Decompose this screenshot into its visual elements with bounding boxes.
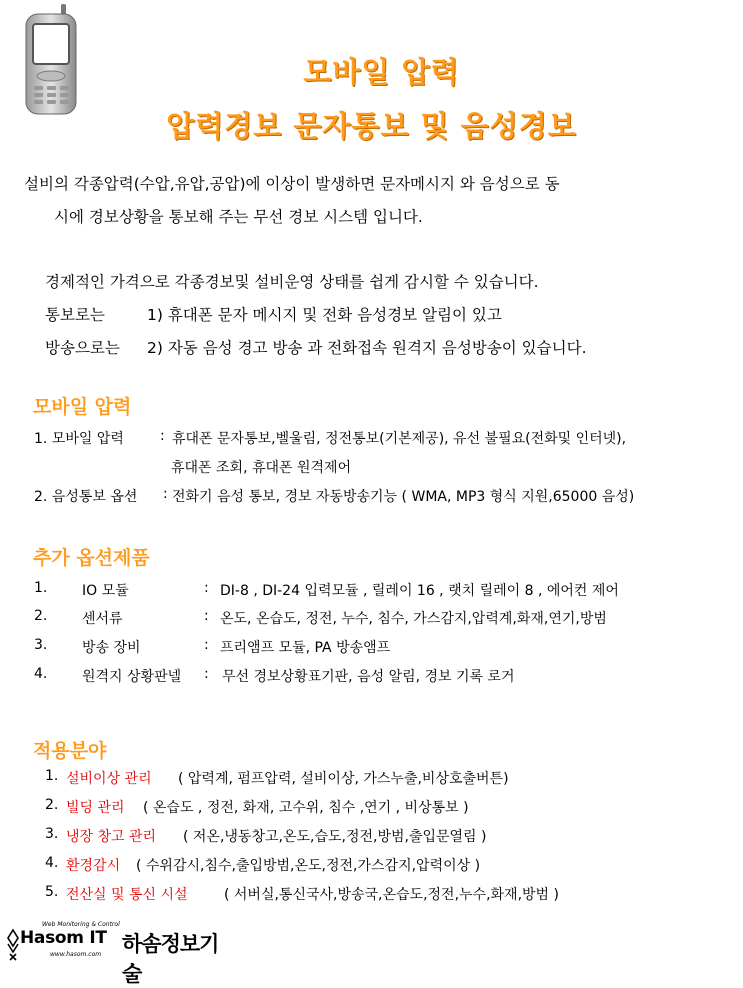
footer-brand: Hasom IT: [20, 928, 107, 948]
application-name: 냉장 창고 관리: [66, 829, 157, 845]
option-name: IO 모듈: [82, 583, 129, 599]
list-item-sep: :: [160, 428, 165, 444]
application-text: ( 수위감시,침수,출입방범,온도,정전,가스감지,압력이상 ): [136, 858, 481, 874]
option-name: 방송 장비: [82, 640, 141, 656]
list-item-sep: :: [163, 486, 168, 502]
list-item-label: 2. 음성통보 옵션: [34, 489, 138, 505]
footer-company-korean: 하솜정보기술: [122, 932, 219, 986]
list-item-label: 1. 모바일 압력: [34, 431, 124, 447]
intro-line-1: 설비의 각종압력(수압,유압,공압)에 이상이 발생하면 문자메시지 와 음성으로 동: [24, 175, 560, 193]
section-heading-mobile: 모바일 압력: [33, 396, 132, 418]
application-name: 설비이상 관리: [66, 771, 152, 787]
footer-url: www.hasom.com: [50, 951, 102, 958]
option-name: 센서류: [82, 611, 123, 627]
option-text: 무선 경보상황표기판, 음성 알림, 경보 기록 로거: [222, 669, 515, 685]
broadcast-text: 2) 자동 음성 경고 방송 과 전화접속 원격지 음성방송이 있습니다.: [147, 339, 587, 357]
option-text: DI-8 , DI-24 입력모듈 , 릴레이 16 , 랫치 릴레이 8 , 에어컨 제어: [220, 583, 619, 599]
broadcast-label: 방송으로는: [45, 339, 120, 357]
application-text: ( 서버실,통신국사,방송국,온습도,정전,누수,화재,방범 ): [224, 887, 559, 903]
option-name: 원격지 상황판넬: [82, 669, 182, 685]
application-num: 2.: [45, 797, 59, 813]
option-sep: :: [204, 580, 209, 596]
page-title: 모바일 압력: [303, 55, 460, 89]
intro-line-3: 경제적인 가격으로 각종경보및 설비운영 상태를 쉽게 감시할 수 있습니다.: [45, 273, 539, 291]
application-name: 환경감시: [66, 858, 121, 874]
list-item-text: 휴대폰 문자통보,벨울림, 정전통보(기본제공), 유선 불필요(전화및 인터넷),: [172, 431, 627, 447]
application-text: ( 온습도 , 정전, 화재, 고수위, 침수 ,연기 , 비상통보 ): [143, 800, 469, 816]
option-text: 온도, 온습도, 정전, 누수, 침수, 가스감지,압력계,화재,연기,방범: [220, 611, 607, 627]
option-sep: :: [204, 608, 209, 624]
list-item-text: 전화기 음성 통보, 경보 자동방송기능 ( WMA, MP3 형식 지원,65000 음성): [172, 489, 635, 505]
section-heading-options: 추가 옵션제품: [33, 547, 150, 569]
option-text: 프리앰프 모듈, PA 방송앰프: [220, 640, 391, 656]
option-num: 2.: [34, 608, 48, 624]
application-text: ( 저온,냉동창고,온도,습도,정전,방범,출입문열림 ): [183, 829, 487, 845]
option-sep: :: [204, 666, 209, 682]
application-num: 1.: [45, 768, 59, 784]
section-heading-applications: 적용분야: [33, 740, 107, 762]
option-sep: :: [204, 637, 209, 653]
option-num: 3.: [34, 637, 48, 653]
notify-label: 통보로는: [45, 306, 105, 324]
application-text: ( 압력계, 펌프압력, 설비이상, 가스누출,비상호출버튼): [178, 771, 509, 787]
option-num: 4.: [34, 666, 48, 682]
application-num: 4.: [45, 855, 59, 871]
application-num: 3.: [45, 826, 59, 842]
hasom-logo-icon: [6, 928, 20, 962]
application-num: 5.: [45, 884, 59, 900]
list-item-text-cont: 휴대폰 조회, 휴대폰 원격제어: [171, 460, 352, 476]
application-name: 빌딩 관리: [66, 800, 125, 816]
footer-tagline: Web Monitoring & Control: [42, 921, 120, 928]
intro-line-2: 시에 경보상황을 통보해 주는 무선 경보 시스템 입니다.: [54, 208, 423, 226]
application-name: 전산실 및 통신 시설: [66, 887, 188, 903]
page-subtitle: 압력경보 문자통보 및 음성경보: [166, 109, 577, 143]
notify-text: 1) 휴대폰 문자 메시지 및 전화 음성경보 알림이 있고: [147, 306, 502, 324]
company-logo: [6, 920, 226, 986]
option-num: 1.: [34, 580, 48, 596]
